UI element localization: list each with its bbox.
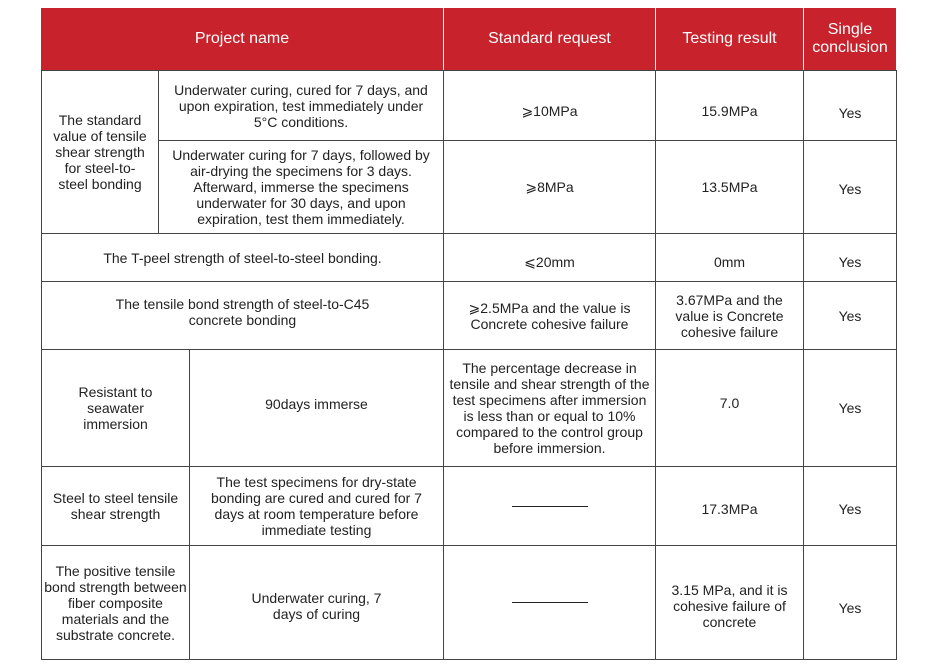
header-testing-result: Testing result [656, 8, 803, 70]
condition-steel-shear-2: Underwater curing for 7 days, followed by air-drying the specimens for 3 days. Afterward, immerse the specimens underwater for 30 days, and upon expiration, test them immediately. [172, 147, 430, 227]
dash-placeholder [512, 602, 588, 603]
standard-steel-shear-1: ⩾10MPa [521, 103, 578, 119]
header-standard-request: Standard request [444, 8, 655, 70]
header-single-conclusion: Single conclusion [804, 8, 896, 70]
conclusion-steel-shear-2: Yes [838, 181, 862, 197]
conclusion-tpeel: Yes [838, 253, 862, 270]
conclusion-seawater: Yes [838, 400, 862, 416]
result-tpeel: 0mm [713, 253, 746, 270]
condition-seawater: 90days immerse [265, 396, 368, 412]
project-tpeel: The T-peel strength of steel-to-steel bonding. [103, 249, 382, 266]
standard-steel-tensile [444, 467, 655, 545]
dash-placeholder [512, 506, 588, 507]
conclusion-steel-tensile: Yes [838, 501, 862, 517]
result-fiber: 3.15 MPa, and it is cohesive failure of concrete [671, 582, 788, 630]
condition-fiber: Underwater curing, 7 days of curing [251, 590, 382, 622]
project-c45: The tensile bond strength of steel-to-C45 concrete bonding [115, 296, 370, 328]
category-steel-shear: The standard value of tensile shear strength for steel-to-steel bonding [53, 112, 147, 192]
standard-steel-shear-2: ⩾8MPa [525, 179, 574, 195]
conclusion-c45: Yes [838, 307, 862, 324]
result-steel-shear-1: 15.9MPa [701, 103, 758, 119]
header-project-name: Project name [41, 8, 443, 70]
standard-seawater: The percentage decrease in tensile and shear strength of the test specimens after immersion is less than or equal to 10% compared to the control group before immersion. [449, 360, 650, 456]
standard-tpeel: ⩽20mm [524, 253, 575, 270]
result-steel-shear-2: 13.5MPa [701, 179, 758, 195]
result-c45: 3.67MPa and the value is Concrete cohesive failure [675, 291, 784, 340]
standard-c45: ⩾2.5MPa and the value is Concrete cohesive failure [468, 299, 631, 332]
result-steel-tensile: 17.3MPa [701, 501, 758, 517]
conclusion-steel-shear-1: Yes [838, 104, 862, 121]
result-seawater: 7.0 [719, 395, 740, 411]
condition-steel-shear-1: Underwater curing, cured for 7 days, and upon expiration, test immediately under 5°C conditions. [174, 81, 428, 130]
standard-fiber [444, 546, 655, 659]
category-fiber: The positive tensile bond strength between fiber composite materials and the substrate concrete. [44, 562, 187, 643]
conclusion-fiber: Yes [838, 600, 862, 616]
category-steel-tensile: Steel to steel tensile shear strength [52, 490, 179, 522]
condition-steel-tensile: The test specimens for dry-state bonding are cured and cured for 7 days at room temperature before immediate testing [211, 474, 422, 538]
category-seawater: Resistant to seawater immersion [78, 384, 153, 432]
